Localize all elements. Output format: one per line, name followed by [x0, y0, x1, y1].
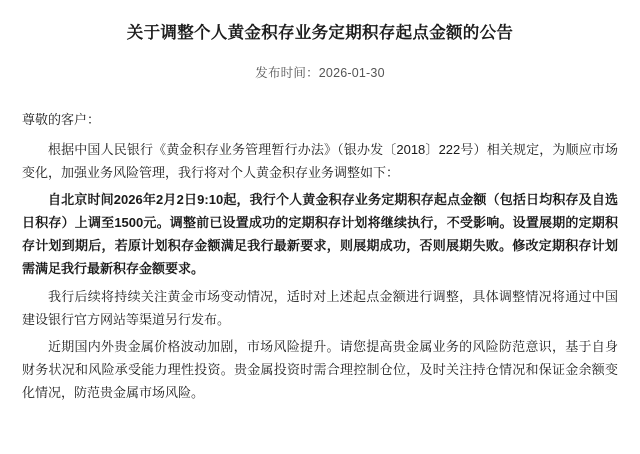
- publish-time: [0, 63, 640, 81]
- publish-time-value: 2026-01-30: [318, 66, 385, 81]
- document-body: [22, 109, 618, 404]
- publish-time-label: 发布时间：: [255, 66, 319, 81]
- paragraph-4: 近期国内外贵金属价格波动加剧，市场风险提升。请您提高贵金属业务的风险防范意识，基于自身财务状况和风险承受能力理性投资。贵金属投资时需合理控制仓位，及时关注持仓情况和保证金余额变化情况，防范贵金属市场风险。: [22, 338, 618, 401]
- paragraph-2: [22, 188, 618, 281]
- announcement-page: [0, 22, 640, 454]
- paragraph-1: 根据中国人民银行《黄金积存业务管理暂行办法》（银办发〔2018〕222号）相关规定，为顺应市场变化，加强业务风险管理，我行将对个人黄金积存业务调整如下：: [22, 141, 618, 180]
- paragraph-3: 我行后续将持续关注黄金市场变动情况，适时对上述起点金额进行调整，具体调整情况将通过中国建设银行官方网站等渠道另行发布。: [22, 288, 618, 327]
- paragraph-2-highlight: 自北京时间2026年2月2日9:10起，我行个人黄金积存业务定期积存起点金额（包括日均积存及自选日积存）上调至1500元。: [22, 192, 618, 231]
- paragraph-2-rest: 调整前已设置成功的定期积存计划将继续执行，不受影响。设置展期的定期积存计划到期后，若原计划积存金额满足我行最新要求，则展期成功，否则展期失败。修改定期积存计划需满足我行最新积存金额要求。: [22, 215, 618, 277]
- salutation: 尊敬的客户：: [22, 112, 101, 128]
- page-title: 关于调整个人黄金积存业务定期积存起点金额的公告: [126, 24, 514, 42]
